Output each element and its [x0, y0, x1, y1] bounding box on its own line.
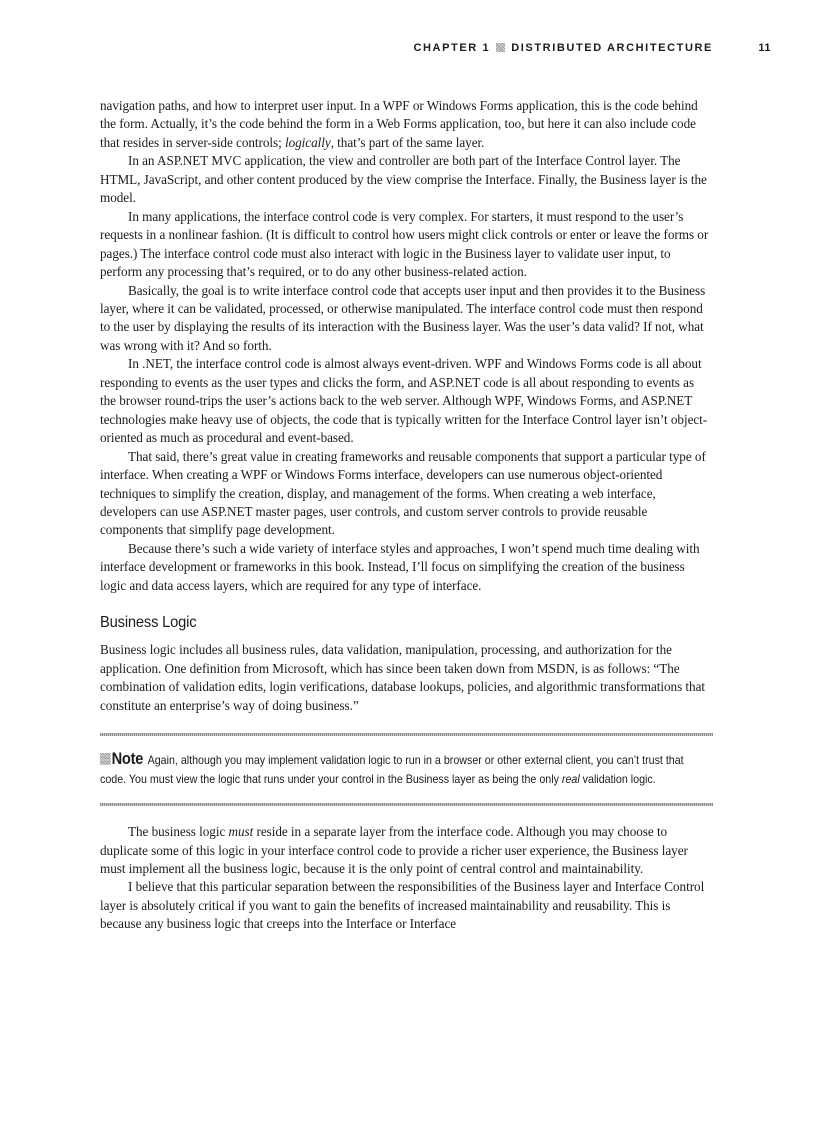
paragraph — [100, 878, 713, 933]
paragraph — [100, 823, 713, 878]
emphasis-text: logically — [284, 134, 331, 150]
paragraph — [100, 448, 713, 540]
paragraph-group-top — [100, 97, 713, 595]
text-run: navigation paths, and how to interpret user input. In a WPF or Windows Forms application, this is the code behind the form. Actually, it’s the code behind the form in a Web Forms application, too, but here it can also include code that resides in server-side controls; — [100, 98, 698, 150]
text-run: In .NET, the interface control code is almost always event-driven. WPF and Windows Forms code is all about responding to events as the user types and clicks the form, and ASP.NET code is all about responding to events as the browser round-trips the user’s actions back to the web server. Although WPF, Windows Forms, and ASP.NET technologies make heavy use of objects, the code that is typically written for the Interface Control layer isn’t object-oriented as much as procedural and event-based. — [100, 356, 708, 446]
text-run: Business logic includes all business rules, data validation, manipulation, processing, and authorization for the application. One definition from Microsoft, which has since been taken down from MSDN, is as follows: “The combination of validation edits, login verifications, database lookups, policies, and algorithmic transformations that constitute an enterprise’s way of doing business.” — [100, 642, 705, 713]
text-run: Again, although you may implement validation logic to run in a browser or other external client, you can’t trust that code. You must view the logic that runs under your control in the Business layer as being the only — [100, 753, 684, 787]
page-number: 11 — [758, 42, 771, 54]
text-run: That said, there’s great value in creating frameworks and reusable components that support a particular type of interface. When creating a WPF or Windows Forms interface, developers can use numerous object-oriented techniques to simplify the creation, display, and management of the forms. When creating a web interface, developers can use ASP.NET master pages, user controls, and custom server controls to provide reusable components that simplify page development. — [100, 448, 706, 538]
note-bottom-rule — [100, 803, 713, 806]
paragraph-group-bottom — [100, 823, 713, 934]
paragraph — [100, 282, 713, 356]
text-run: In many applications, the interface control code is very complex. For starters, it must respond to the user’s requests in a nonlinear fashion. (It is difficult to control how users might click controls or enter or leave the forms or pages.) The interface control code must also interact with logic in the Business layer to validate user input, to perform any processing that’s required, or to do any other business-related action. — [100, 208, 709, 280]
text-run: In an ASP.NET MVC application, the view and controller are both part of the Interface Control layer. The HTML, JavaScript, and other content produced by the view comprise the Interface. Finally, the Business layer is the model. — [100, 153, 707, 206]
paragraph — [100, 208, 713, 282]
text-run: , that’s part of the same layer. — [330, 134, 485, 150]
note-label: Note — [111, 750, 144, 769]
text-run: The business logic — [128, 824, 229, 840]
running-head-title — [413, 42, 713, 54]
text-run: validation logic. — [579, 772, 656, 787]
text-run: Because there’s such a wide variety of interface styles and approaches, I won’t spend much time dealing with interface development or frameworks in this book. Instead, I’ll focus on simplifying the creation of the business logic and data access layers, which are required for any type of interface. — [100, 540, 700, 593]
chapter-title: DISTRIBUTED ARCHITECTURE — [511, 42, 713, 54]
paragraph — [100, 97, 713, 152]
paragraph — [100, 355, 713, 447]
paragraph — [100, 152, 713, 207]
note-content — [100, 750, 712, 789]
paragraph — [100, 540, 713, 595]
chapter-label: CHAPTER 1 — [413, 42, 491, 54]
text-run: Basically, the goal is to write interface control code that accepts user input and then provides it to the Business layer, where it can be validated, processed, or otherwise manipulated. The interface control code must then respond to the user by displaying the results of its interaction with the Business layer. Was the user’s data valid? If not, what was wrong with it? And so forth. — [100, 282, 706, 353]
square-bullet-icon — [496, 43, 505, 52]
running-head — [0, 40, 816, 60]
note-square-icon — [100, 753, 111, 765]
section-intro — [100, 641, 713, 715]
paragraph — [100, 641, 713, 715]
note-text — [100, 753, 684, 786]
text-run: reside in a separate layer from the interface code. Although you may choose to duplicate some of this logic in your interface control code to provide a richer user experience, the Business layer must implement all the business logic, because it is the only point of central control and maintainability. — [100, 824, 688, 876]
emphasis-text: must — [228, 824, 254, 840]
emphasis-text: real — [561, 772, 580, 787]
note-box — [100, 733, 713, 806]
text-run: I believe that this particular separation between the responsibilities of the Business layer and Interface Control layer is absolutely critical if you want to gain the benefits of increased maintainability and reusability. This is because any business logic that creeps into the Interface or Interface — [100, 879, 705, 932]
note-body — [100, 736, 713, 803]
body-text — [100, 97, 713, 934]
section-heading: Business Logic — [100, 614, 197, 632]
